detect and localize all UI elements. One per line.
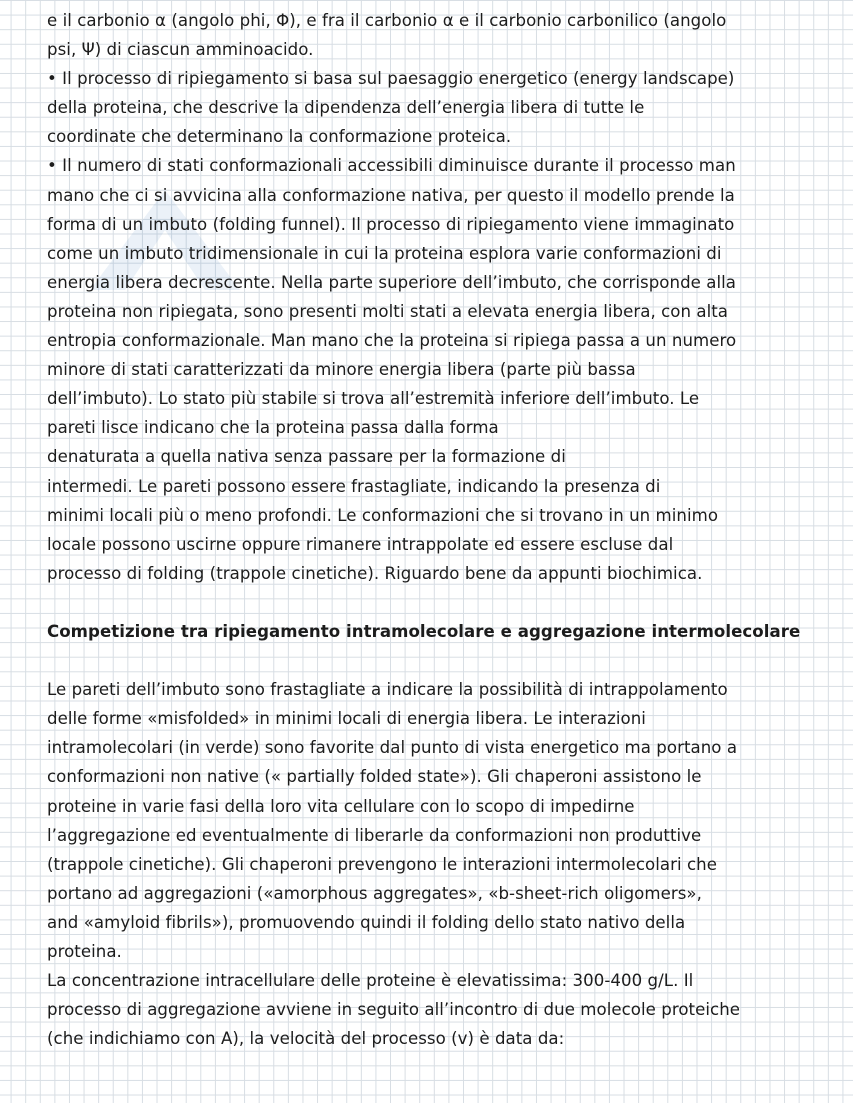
text-line: forma di un imbuto (folding funnel). Il processo di ripiegamento viene immaginato — [47, 214, 735, 234]
text-line: proteine in varie fasi della loro vita cellulare con lo scopo di impedirne — [47, 796, 635, 816]
text-line: locale possono uscirne oppure rimanere intrappolate ed essere escluse dal — [47, 534, 674, 554]
text-line: entropia conformazionale. Man mano che la proteina si ripiega passa a un numero — [47, 331, 737, 351]
text-line: mano che ci si avvicina alla conformazione nativa, per questo il modello prende la — [47, 185, 735, 205]
text-line: energia libera decrescente. Nella parte superiore dell’imbuto, che corrisponde alla — [47, 272, 737, 292]
section-heading: Competizione tra ripiegamento intramolecolare e aggregazione intermolecolare — [47, 621, 801, 641]
spacer — [47, 646, 822, 675]
text-line: delle forme «misfolded» in minimi locali di energia libera. Le interazioni — [47, 709, 646, 729]
document-page — [47, 6, 822, 1053]
text-line: e il carbonio α (angolo phi, Φ), e fra il carbonio α e il carbonio carbonilico (angolo — [47, 11, 727, 30]
text-line: coordinate che determinano la conformazione proteica. — [47, 127, 512, 147]
text-line: intramolecolari (in verde) sono favorite dal punto di vista energetico ma portano a — [47, 738, 738, 758]
text-line: Le pareti dell’imbuto sono frastagliate a indicare la possibilità di intrappolamento — [47, 680, 728, 700]
text-line: minore di stati caratterizzati da minore energia libera (parte più bassa — [47, 360, 636, 380]
text-line: • Il processo di ripiegamento si basa sul paesaggio energetico (energy landscape) — [47, 69, 735, 89]
body-paragraph-2 — [47, 675, 822, 1053]
text-line: denaturata a quella nativa senza passare per la formazione di — [47, 447, 566, 467]
text-line: processo di aggregazione avviene in seguito all’incontro di due molecole proteiche — [47, 1000, 741, 1020]
text-line: • Il numero di stati conformazionali accessibili diminuisce durante il processo man — [47, 156, 736, 176]
text-line: conformazioni non native (« partially folded state»). Gli chaperoni assistono le — [47, 767, 702, 787]
spacer — [47, 588, 822, 617]
text-line: (trappole cinetiche). Gli chaperoni prevengono le interazioni intermolecolari che — [47, 854, 717, 874]
text-line: intermedi. Le pareti possono essere frastagliate, indicando la presenza di — [47, 476, 661, 496]
text-line: pareti lisce indicano che la proteina passa dalla forma — [47, 418, 499, 438]
text-line: (che indichiamo con A), la velocità del processo (v) è data da: — [47, 1029, 565, 1049]
text-line: dell’imbuto). Lo stato più stabile si trova all’estremità inferiore dell’imbuto. Le — [47, 389, 700, 409]
text-line: La concentrazione intracellulare delle proteine è elevatissima: 300-400 g/L. Il — [47, 971, 694, 991]
text-line: della proteina, che descrive la dipendenza dell’energia libera di tutte le — [47, 98, 645, 118]
text-line: psi, Ψ) di ciascun amminoacido. — [47, 40, 314, 60]
text-line: and «amyloid fibrils»), promuovendo quindi il folding dello stato nativo della — [47, 912, 686, 932]
text-line: portano ad aggregazioni («amorphous aggregates», «b-sheet-rich oligomers», — [47, 883, 702, 903]
text-line: processo di folding (trappole cinetiche). Riguardo bene da appunti biochimica. — [47, 563, 703, 583]
body-paragraph-1 — [47, 6, 822, 588]
text-line: proteina non ripiegata, sono presenti molti stati a elevata energia libera, con alta — [47, 301, 729, 321]
text-line: proteina. — [47, 942, 122, 961]
text-line: come un imbuto tridimensionale in cui la proteina esplora varie conformazioni di — [47, 243, 722, 263]
text-line: l’aggregazione ed eventualmente di liberarle da conformazioni non produttive — [47, 825, 702, 845]
text-line: minimi locali più o meno profondi. Le conformazioni che si trovano in un minimo — [47, 505, 719, 525]
